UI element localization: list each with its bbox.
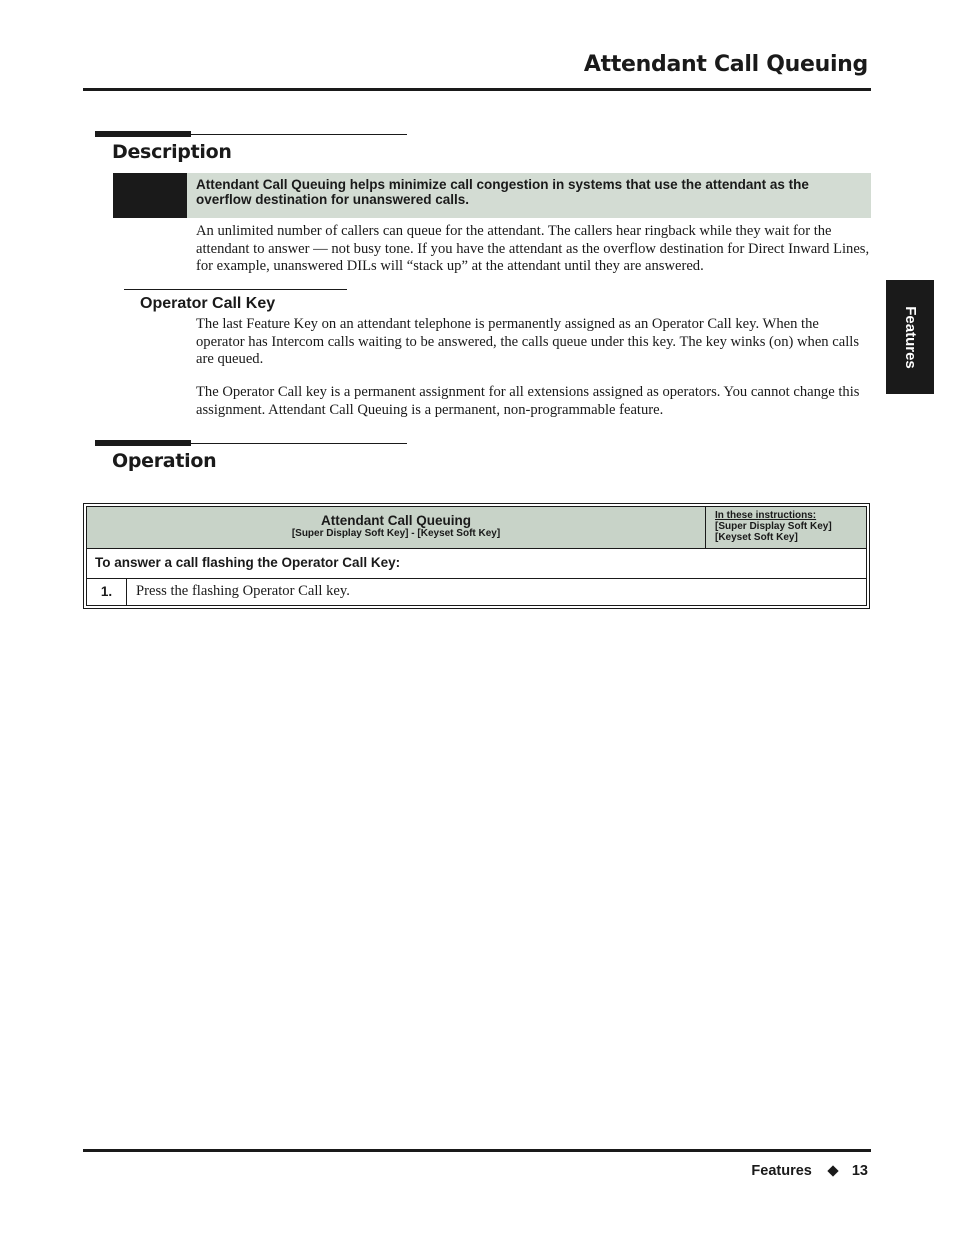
summary-box bbox=[113, 173, 871, 218]
instructions-line-2: [Keyset Soft Key] bbox=[715, 532, 798, 543]
footer-rule bbox=[83, 1149, 871, 1152]
description-rule-thin bbox=[95, 134, 407, 135]
subsection-rule bbox=[124, 289, 347, 290]
table-header-instructions bbox=[705, 507, 866, 549]
diamond-icon bbox=[827, 1165, 838, 1176]
step-number: 1. bbox=[87, 579, 127, 605]
instructions-line-1: [Super Display Soft Key] bbox=[715, 521, 832, 532]
page-number: 13 bbox=[851, 1163, 868, 1179]
operator-key-paragraph-2: The Operator Call key is a permanent assignment for all extensions assigned as operators. You cannot change this assignment. Attendant Call Queuing is a permanent, non-programmable feature. bbox=[196, 384, 860, 418]
operation-rule-thin bbox=[95, 443, 407, 444]
subsection-heading: Operator Call Key bbox=[140, 295, 276, 312]
table-title: Attendant Call Queuing bbox=[321, 513, 471, 528]
header-rule bbox=[83, 88, 871, 91]
step-text: Press the flashing Operator Call key. bbox=[136, 583, 350, 599]
task-row: To answer a call flashing the Operator Call Key: bbox=[87, 549, 866, 579]
operator-key-paragraph-1: The last Feature Key on an attendant telephone is permanently assigned as an Operator Call key. When the operator has Intercom calls waiting to be answered, the calls queue under this key. The key winks (on) when calls are queued. bbox=[196, 316, 859, 367]
table-row bbox=[87, 579, 866, 605]
table-header-main bbox=[87, 507, 705, 549]
footer-section: Features bbox=[751, 1163, 812, 1179]
summary-text: Attendant Call Queuing helps minimize call congestion in systems that use the attendant as the overflow destination for unanswered calls. bbox=[196, 177, 809, 207]
description-paragraph: An unlimited number of callers can queue for the attendant. The callers hear ringback while they wait for the attendant to answer — not busy tone. If you have the attendant as the overflow destination for Direct Inward Lines, for example, unanswered DILs will “stack up” at the attendant until they are answered. bbox=[196, 223, 870, 274]
side-tab-features bbox=[886, 280, 934, 394]
operation-table bbox=[83, 503, 870, 609]
operation-table-inner bbox=[86, 506, 867, 606]
summary-marker bbox=[113, 173, 187, 218]
page-title: Attendant Call Queuing bbox=[583, 52, 868, 77]
description-heading: Description bbox=[112, 141, 232, 163]
side-tab-label: Features bbox=[901, 305, 919, 369]
table-header bbox=[87, 507, 866, 549]
operation-heading: Operation bbox=[112, 450, 217, 472]
table-keys: [Super Display Soft Key] - [Keyset Soft Key] bbox=[291, 528, 501, 539]
instructions-label: In these instructions: bbox=[715, 510, 817, 521]
footer bbox=[751, 1163, 868, 1179]
